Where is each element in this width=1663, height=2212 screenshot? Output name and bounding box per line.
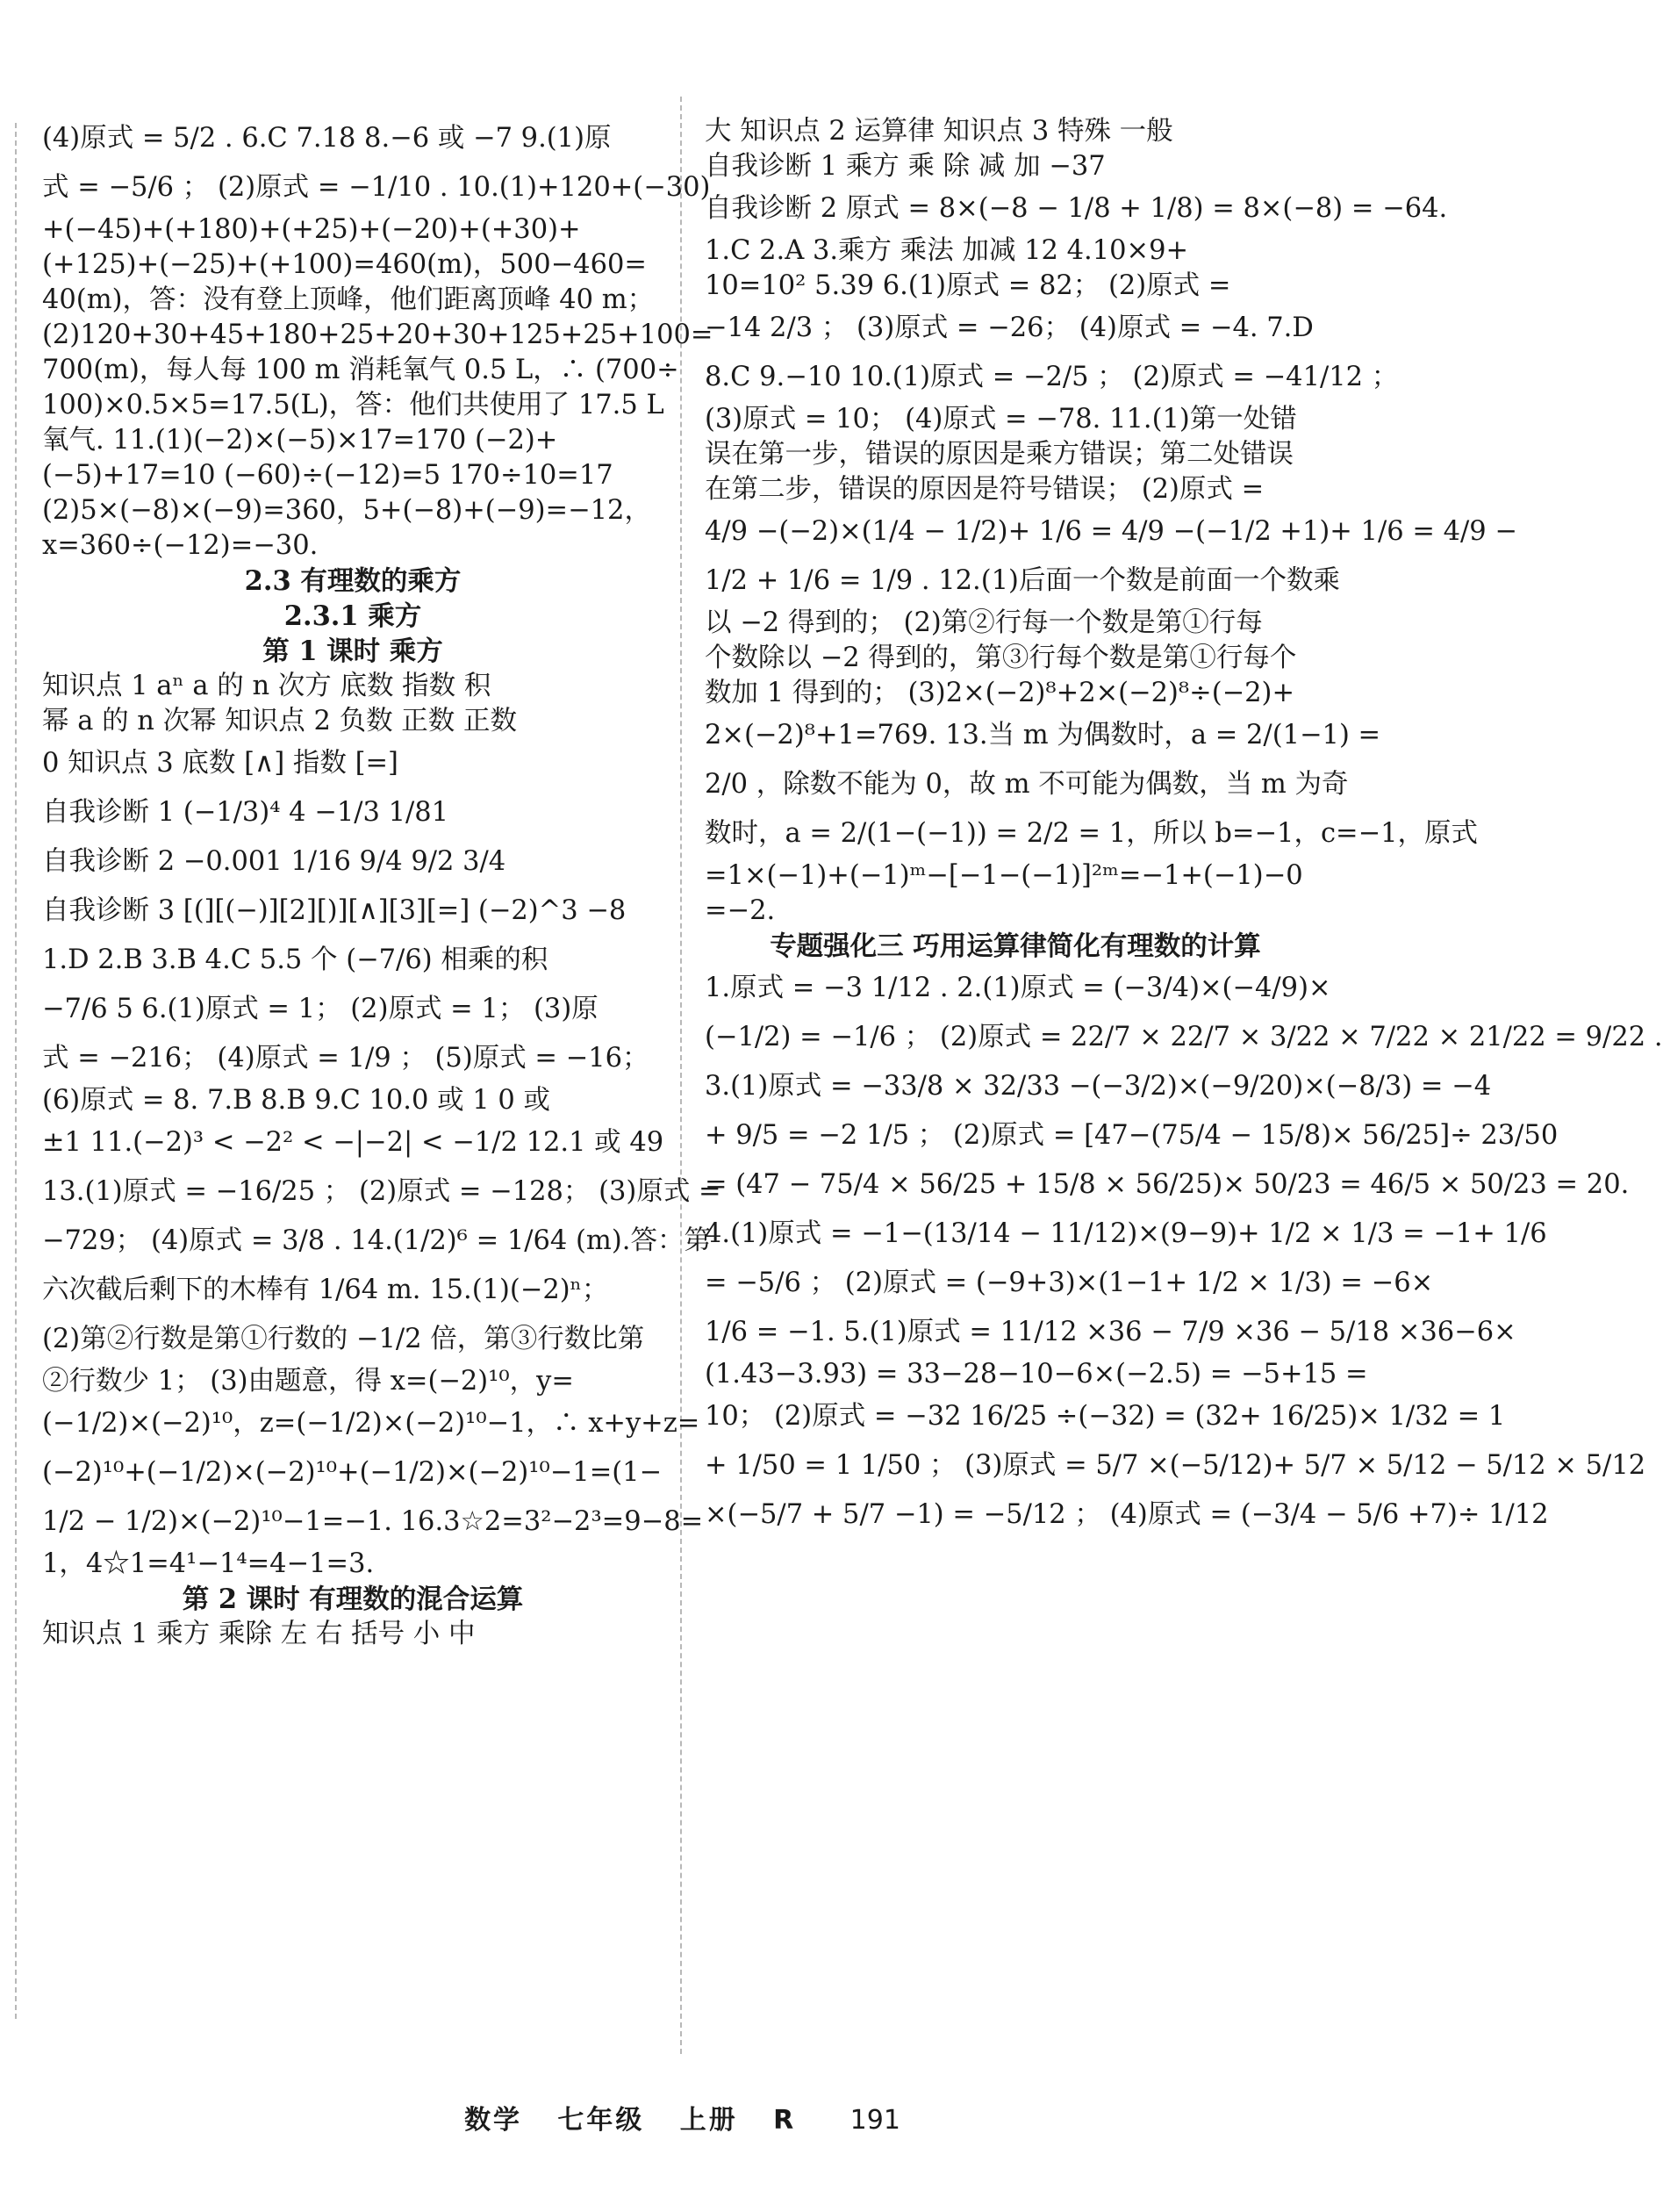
text-line: 4/9 −(−2)×(1/4 − 1/2)+ 1/6 = 4/9 −(−1/2 +1)+ 1/6 = 4/9 − <box>705 516 1517 547</box>
text-line: 8.C 9.−10 10.(1)原式 = −2/5 ； (2)原式 = −41/12 ； <box>705 362 1399 392</box>
text-line: 在第二步，错误的原因是符号错误； (2)原式 = <box>705 474 1265 505</box>
page-number: 191 <box>849 2105 900 2136</box>
text-line: 数时，a = 2/(1−(−1)) = 2/2 = 1，所以 b=−1，c=−1，原式 <box>705 818 1479 849</box>
text-line: 大 知识点 2 运算律 知识点 3 特殊 一般 <box>705 116 1173 147</box>
footer-subject: 数学 <box>464 2105 523 2136</box>
text-line: 误在第一步，错误的原因是乘方错误；第二处错误 <box>705 439 1294 470</box>
text-line: 数加 1 得到的； (3)2×(−2)⁸+2×(−2)⁸÷(−2)+ <box>705 678 1295 708</box>
text-line: 1，4☆1=4¹−1⁴=4−1=3. <box>42 1548 375 1579</box>
left-margin-rule <box>15 123 17 2019</box>
text-line: (2)120+30+45+180+25+20+30+125+25+100= <box>42 320 713 350</box>
text-line: = −5/6 ； (2)原式 = (−9+3)×(1−1+ 1/2 × 1/3) = −6× <box>705 1268 1434 1298</box>
page-footer <box>0 2098 1365 2137</box>
text-line: 1/2 + 1/6 = 1/9 . 12.(1)后面一个数是前面一个数乘 <box>705 565 1340 596</box>
text-line: (−1/2)×(−2)¹⁰，z=(−1/2)×(−2)¹⁰−1，∴ x+y+z= <box>42 1408 700 1439</box>
text-line: (−5)+17=10 (−60)÷(−12)=5 170÷10=17 <box>42 460 613 491</box>
text-line: (−2)¹⁰+(−1/2)×(−2)¹⁰+(−1/2)×(−2)¹⁰−1=(1− <box>42 1457 663 1488</box>
text-line: 10； (2)原式 = −32 16/25 ÷(−32) = (32+ 16/25)× 1/32 = 1 <box>705 1401 1506 1432</box>
text-line: 式 = −5/6 ； (2)原式 = −1/10 . 10.(1)+120+(−30) <box>42 172 711 203</box>
text-line: −14 2/3 ； (3)原式 = −26； (4)原式 = −4. 7.D <box>705 312 1314 343</box>
footer-volume: 上册 <box>679 2105 738 2136</box>
text-line: ±1 11.(−2)³ < −2² < −|−2| < −1/2 12.1 或 49 <box>42 1127 664 1158</box>
text-line: 3.(1)原式 = −33/8 × 32/33 −(−3/2)×(−9/20)×(−8/3) = −4 <box>705 1071 1492 1102</box>
text-line: +(−45)+(+180)+(+25)+(−20)+(+30)+ <box>42 214 581 245</box>
text-line: 知识点 1 aⁿ a 的 n 次方 底数 指数 积 <box>42 671 491 701</box>
footer-edition: R <box>773 2105 797 2136</box>
text-line: 自我诊断 2 −0.001 1/16 9/4 9/2 3/4 <box>42 846 506 877</box>
text-line: 0 知识点 3 底数 [∧] 指数 [=] <box>42 748 398 779</box>
text-line: =−2. <box>705 895 776 926</box>
text-line: ×(−5/7 + 5/7 −1) = −5/12 ； (4)原式 = (−3/4 − 5/6 +7)÷ 1/12 <box>705 1499 1549 1530</box>
right-column <box>705 114 1663 1540</box>
text-line: (1.43−3.93) = 33−28−10−6×(−2.5) = −5+15 = <box>705 1359 1368 1390</box>
text-line: (4)原式 = 5/2 . 6.C 7.18 8.−6 或 −7 9.(1)原 <box>42 123 612 154</box>
text-line: (6)原式 = 8. 7.B 8.B 9.C 10.0 或 1 0 或 <box>42 1085 550 1116</box>
topic-heading: 专题强化三 巧用运算律简化有理数的计算 <box>770 930 1261 962</box>
subsection-heading: 2.3.1 乘方 <box>283 600 422 632</box>
text-line: = (47 − 75/4 × 56/25 + 15/8 × 56/25)× 50/23 = 46/5 × 50/23 = 20. <box>705 1169 1630 1200</box>
text-line: + 1/50 = 1 1/50 ； (3)原式 = 5/7 ×(−5/12)+ 5/7 × 5/12 − 5/12 × 5/12 <box>705 1450 1646 1481</box>
text-line: 100)×0.5×5=17.5(L)，答：他们共使用了 17.5 L <box>42 390 664 420</box>
text-line: −7/6 5 6.(1)原式 = 1； (2)原式 = 1； (3)原 <box>42 994 599 1024</box>
text-line: 40(m)，答：没有登上顶峰，他们距离顶峰 40 m； <box>42 284 655 315</box>
lesson-heading: 第 2 课时 有理数的混合运算 <box>182 1584 524 1615</box>
text-line: 700(m)，每人每 100 m 消耗氧气 0.5 L，∴ (700÷ <box>42 355 679 385</box>
section-heading: 2.3 有理数的乘方 <box>244 565 462 597</box>
text-line: 六次截后剩下的木棒有 1/64 m. 15.(1)(−2)ⁿ； <box>42 1275 609 1305</box>
footer-grade: 七年级 <box>557 2105 645 2136</box>
text-line: x=360÷(−12)=−30. <box>42 530 319 561</box>
text-line: 1/6 = −1. 5.(1)原式 = 11/12 ×36 − 7/9 ×36 − 5/18 ×36−6× <box>705 1317 1516 1347</box>
text-line: + 9/5 = −2 1/5 ； (2)原式 = [47−(75/4 − 15/8)× 56/25]÷ 23/50 <box>705 1120 1559 1151</box>
text-line: 13.(1)原式 = −16/25 ； (2)原式 = −128； (3)原式 = <box>42 1176 721 1207</box>
text-line: 自我诊断 1 乘方 乘 除 减 加 −37 <box>705 151 1106 182</box>
text-line: =1×(−1)+(−1)ᵐ−[−1−(−1)]²ᵐ=−1+(−1)−0 <box>705 860 1303 891</box>
text-line: 1.C 2.A 3.乘方 乘法 加减 12 4.10×9+ <box>705 235 1189 266</box>
text-line: 自我诊断 2 原式 = 8×(−8 − 1/8 + 1/8) = 8×(−8) = −64. <box>705 193 1448 224</box>
text-line: −729； (4)原式 = 3/8 . 14.(1/2)⁶ = 1/64 (m).答：第 <box>42 1225 711 1256</box>
lesson-heading: 第 1 课时 乘方 <box>262 636 443 667</box>
text-line: 式 = −216； (4)原式 = 1/9 ； (5)原式 = −16； <box>42 1043 649 1074</box>
text-line: 10=10² 5.39 6.(1)原式 = 82； (2)原式 = <box>705 270 1231 301</box>
text-line: 个数除以 −2 得到的，第③行每个数是第①行每个 <box>705 643 1297 673</box>
text-line: 2/0 ，除数不能为 0，故 m 不可能为偶数，当 m 为奇 <box>705 769 1349 800</box>
text-line: 2×(−2)⁸+1=769. 13.当 m 为偶数时，a = 2/(1−1) = <box>705 720 1381 750</box>
text-line: 1.D 2.B 3.B 4.C 5.5 个 (−7/6) 相乘的积 <box>42 944 548 975</box>
text-line: (−1/2) = −1/6 ； (2)原式 = 22/7 × 22/7 × 3/22 × 7/22 × 21/22 = 9/22 . <box>705 1022 1663 1052</box>
text-line: 知识点 1 乘方 乘除 左 右 括号 小 中 <box>42 1619 476 1649</box>
text-line: 自我诊断 3 [(][(−)][2][)][∧][3][=] (−2)^3 −8 <box>42 895 627 926</box>
text-line: (2)5×(−8)×(−9)=360，5+(−8)+(−9)=−12， <box>42 495 651 526</box>
text-line: 氧气. 11.(1)(−2)×(−5)×17=170 (−2)+ <box>42 425 558 456</box>
text-line: 1.原式 = −3 1/12 . 2.(1)原式 = (−3/4)×(−4/9)× <box>705 973 1331 1003</box>
text-line: 自我诊断 1 (−1/3)⁴ 4 −1/3 1/81 <box>42 797 449 828</box>
text-line: (3)原式 = 10； (4)原式 = −78. 11.(1)第一处错 <box>705 404 1297 434</box>
column-divider <box>680 97 682 2054</box>
text-line: 以 −2 得到的； (2)第②行每一个数是第①行每 <box>705 607 1263 638</box>
left-column <box>42 114 721 1652</box>
text-line: 幂 a 的 n 次幂 知识点 2 负数 正数 正数 <box>42 706 517 736</box>
text-line: (+125)+(−25)+(+100)=460(m)，500−460= <box>42 249 647 280</box>
text-line: (2)第②行数是第①行数的 −1/2 倍，第③行数比第 <box>42 1324 645 1354</box>
text-line: 1/2 − 1/2)×(−2)¹⁰−1=−1. 16.3☆2=3²−2³=9−8= <box>42 1506 704 1537</box>
text-line: 4.(1)原式 = −1−(13/14 − 11/12)×(9−9)+ 1/2 × 1/3 = −1+ 1/6 <box>705 1218 1547 1249</box>
text-line: ②行数少 1； (3)由题意，得 x=(−2)¹⁰，y= <box>42 1366 574 1397</box>
